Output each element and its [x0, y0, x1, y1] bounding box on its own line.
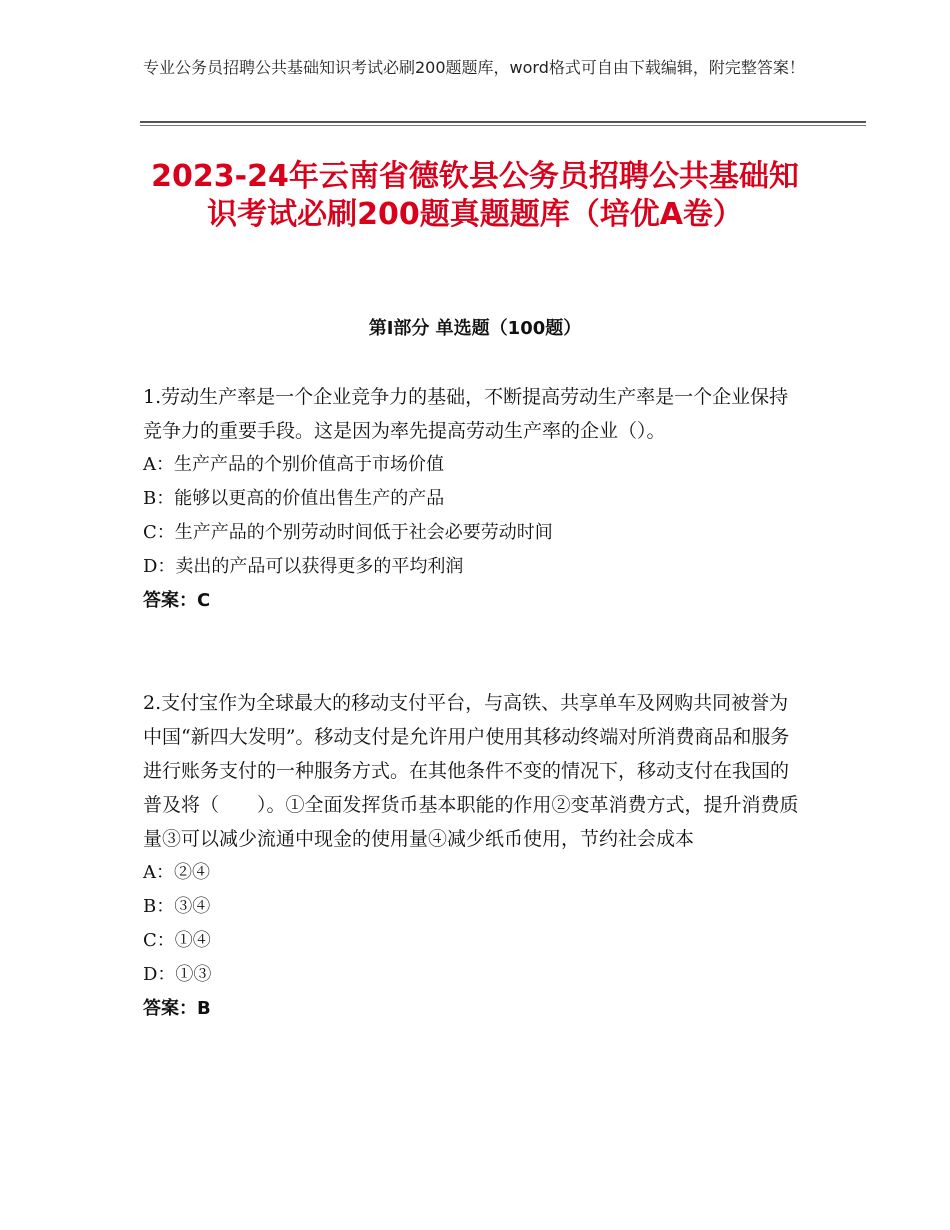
question-2: [143, 686, 803, 1026]
header-divider-thin: [140, 125, 866, 126]
header-note: 专业公务员招聘公共基础知识考试必刷200题题库，word格式可自由下载编辑，附完整答案！: [143, 58, 805, 77]
option-d: D：卖出的产品可以获得更多的平均利润: [143, 556, 464, 577]
answer-line: 答案：C: [143, 590, 211, 611]
document-title: 2023-24年云南省德钦县公务员招聘公共基础知识考试必刷200题真题题库（培优A卷）: [151, 159, 799, 232]
answer-line: 答案：B: [143, 998, 211, 1019]
option-b: B：能够以更高的价值出售生产的产品: [143, 488, 445, 509]
header-divider-thick: [140, 121, 866, 123]
question-stem: 1.劳动生产率是一个企业竞争力的基础，不断提高劳动生产率是一个企业保持竞争力的重要手段。这是因为率先提高劳动生产率的企业（）。: [143, 386, 789, 442]
option-b: B：③④: [143, 896, 211, 917]
section-heading: 第Ⅰ部分 单选题（100题）: [368, 318, 582, 339]
option-a: A：生产产品的个别价值高于市场价值: [143, 454, 444, 475]
option-d: D：①③: [143, 964, 212, 985]
option-c: C：①④: [143, 930, 211, 951]
option-c: C：生产产品的个别劳动时间低于社会必要劳动时间: [143, 522, 553, 543]
question-1: [143, 380, 803, 618]
question-stem: 2.支付宝作为全球最大的移动支付平台，与高铁、共享单车及网购共同被誉为中国“新四大发明”。移动支付是允许用户使用其移动终端对所消费商品和服务进行账务支付的一种服务方式。在其他条件不变的情况下，移动支付在我国的普及将（ ）。①全面发挥货币基本职能的作用②变革消费方式，提升消费质量③可以减少流通中现金的使用量④减少纸币使用，节约社会成本: [143, 692, 799, 850]
option-a: A：②④: [143, 862, 210, 883]
